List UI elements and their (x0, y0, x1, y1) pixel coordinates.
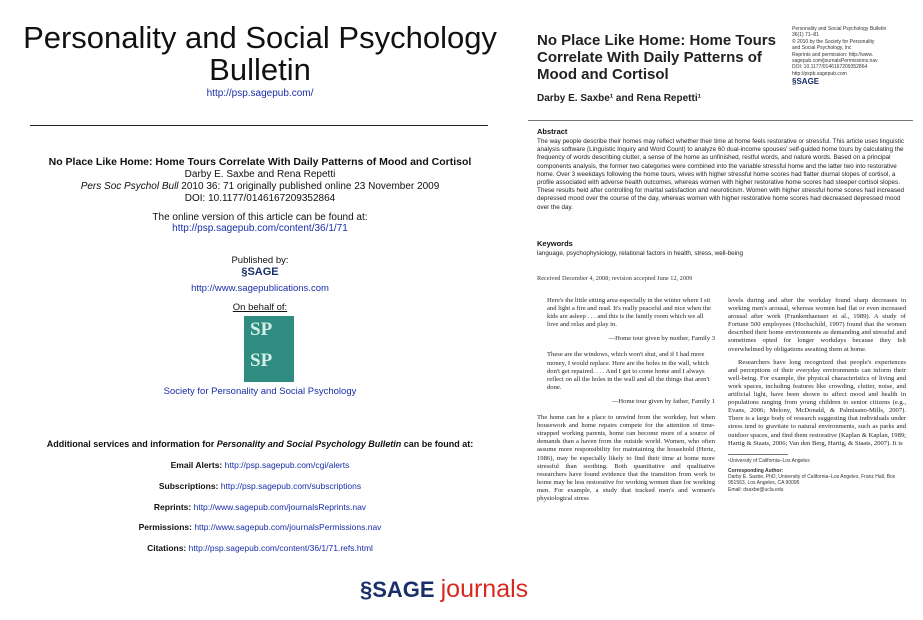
spsp-logo-top: SP (250, 319, 273, 340)
sage-journals-logo[interactable] (360, 575, 580, 604)
additional-suffix: can be found at: (401, 439, 474, 449)
service-email-alerts (20, 460, 500, 470)
service-link[interactable]: http://psp.sagepub.com/content/36/1/71.refs.html (188, 543, 373, 553)
abstract-body: The way people describe their homes may reflect whether their time at home feels restorative or stressful. This article uses linguistic analysis software (Linguistic Inquiry and Word Count) to analyze 60 dual-income spouses' self-guided home tours by calculating the frequency of words describing clutter, a sense of the home as unfinished, restful words, and nature words. Based on a principal components analysis, the former two categories were combined into the variable stressful home and the latter two into restorative home. Over 3 weekdays following the home tours, wives with higher stressful home scores had flatter diurnal slopes of cortisol, a profile associated with adverse health outcomes, whereas women with higher restorative home scores had steeper cortisol slopes. These results held after controlling for marital satisfaction and neuroticism. Women with higher stressful home scores had increased depressed mood over the course of the day, whereas women with higher restorative home scores had decreased depressed mood over the day. (537, 138, 905, 211)
keywords-body: language, psychophysiology, relational factors in health, stress, well-being (537, 250, 744, 257)
brand-sage-text: SAGE (372, 577, 435, 602)
service-reprints (20, 502, 500, 512)
brand-journals-text: journals (440, 575, 529, 603)
body-column-right (728, 297, 906, 493)
journal-title: Personality and Social Psychology Bulletin (23, 20, 497, 87)
footnote-rule (728, 454, 788, 455)
affiliation-note: ¹University of California–Los Angeles (728, 457, 810, 464)
service-link[interactable]: http://psp.sagepub.com/cgi/alerts (224, 460, 350, 470)
body-paragraph: Researchers have long recognized that people's experiences and perceptions of their everyday environments can inform their well-being. For example, the physical characteristics of living and work spaces, including features like crowding, clutter, noise, and artificial light, have been shown to affect mood and health in populations ranging from young children to senior citizens (e.g., Evans, 2006; Melony, McDonald, & Palmisano-Mills, 2007). There is a large body of research suggesting that individuals under stress tend to gravitate to natural environments, such as parks and outdoor spaces, and find them restorative (Kaplan & Kaplan, 1989; Hartig & Staats, 2006; Van den Berg, Hartig, & Staats, 2007). It is (728, 358, 906, 447)
spsp-logo[interactable] (244, 316, 294, 382)
received-dates: Received December 4, 2008; revision accepted June 12, 2009 (537, 275, 693, 282)
article-authors: Darby E. Saxbe and Rena Repetti (184, 169, 336, 180)
sage-logo-text: SAGE (247, 266, 279, 278)
meta-line: Reprints and permission: http://www. (792, 51, 874, 58)
service-label: Reprints: (153, 502, 192, 512)
service-label: Subscriptions: (158, 481, 219, 491)
additional-services-heading (20, 439, 500, 449)
additional-journal: Personality and Social Psychology Bulletin (216, 439, 402, 449)
sage-logo-small (20, 266, 500, 278)
corresponding-author-body: Darby E. Saxbe, PhD, University of California–Los Angeles, Franz Hall, Box 951563, Los Angeles, CA 90095 (728, 474, 896, 487)
journal-url-link[interactable]: http://psp.sagepub.com/ (206, 88, 314, 99)
published-by-label: Published by: (231, 255, 289, 266)
service-link[interactable]: http://www.sagepub.com/journalsReprints.nav (193, 502, 367, 512)
service-citations (20, 543, 500, 553)
sage-swirl-icon: § (241, 266, 248, 278)
epigraph-attribution: —Home tour given by father, Family 1 (611, 397, 715, 405)
epigraph-quote: These are the windows, which won't shut, and if I had more money, I would replace. Here are the holes in the wall, which don't get repaired. . . . And I get to come home and I always reflect on all the holes in the wall and all the things that aren't done. (547, 351, 710, 391)
article-doi: DOI: 10.1177/0146167209352864 (184, 193, 336, 204)
service-label: Email Alerts: (170, 460, 223, 470)
corresponding-author-heading: Corresponding Author: (728, 467, 784, 474)
meta-line: Personality and Social Psychology Bulletin (792, 26, 887, 32)
online-url-link[interactable]: http://psp.sagepub.com/content/36/1/71 (172, 223, 348, 234)
service-link[interactable]: http://www.sagepub.com/journalsPermissions.nav (194, 522, 382, 532)
sage-url-link[interactable]: http://www.sagepublications.com (191, 283, 329, 294)
additional-prefix: Additional services and information for (46, 439, 217, 449)
body-paragraph: The home can be a place to unwind from the workday, but when housework and home repairs compete for the attention of time-strapped working parents, home can become more of a source of demands than a haven from the outside world. Women, who often assume more responsibility for maintaining the household (Hertz, 1986), may be especially likely to find their time at home more stressful than soothing. Both quantitative and qualitative researchers have found evidence that the transition from work to home may be less restorative for working women than for working men. For example, a study that tracked men's and women's physiological stress (537, 414, 715, 502)
meta-line: DOI: 10.1177/0146167209352864 (792, 64, 868, 71)
sage-url-container (20, 283, 500, 294)
body-column-left (537, 297, 715, 508)
article-citation (20, 181, 500, 192)
service-link[interactable]: http://psp.sagepub.com/subscriptions (220, 481, 362, 491)
meta-sage-logo-text: SAGE (796, 77, 820, 87)
meta-line: http://pspb.sagepub.com (792, 70, 847, 77)
citation-details: 2010 36: 71 originally published online 23 November 2009 (178, 181, 440, 192)
service-permissions (20, 522, 500, 532)
meta-line: © 2010 by the Society for Personality (792, 38, 875, 45)
service-label: Permissions: (138, 522, 192, 532)
abstract-heading: Abstract (537, 127, 568, 136)
service-subscriptions (20, 481, 500, 491)
citation-journal: Pers Soc Psychol Bull (80, 181, 179, 192)
journal-url-container (20, 88, 500, 99)
spsp-link-container (20, 386, 500, 397)
meta-line: and Social Psychology, Inc (792, 45, 852, 52)
meta-line: 36(1) 71–81 (792, 32, 819, 39)
sage-swirl-icon: § (792, 77, 797, 87)
sage-swirl-icon: § (360, 577, 373, 602)
article-page-title: No Place Like Home: Home Tours Correlate With Daily Patterns of Mood and Cortisol (537, 32, 776, 83)
corresponding-author-email: Email: dsaxbe@ucla.edu (728, 486, 784, 493)
meta-sage-logo (792, 79, 907, 85)
spsp-logo-bottom: SP (250, 350, 273, 371)
article-title: No Place Like Home: Home Tours Correlate With Daily Patterns of Mood and Cortisol (48, 156, 472, 168)
service-label: Citations: (147, 543, 187, 553)
keywords-heading: Keywords (537, 239, 573, 248)
meta-line: sagepub.com/journalsPermissions.nav (792, 58, 878, 65)
article-divider (528, 120, 913, 121)
online-version-text: The online version of this article can be found at: (152, 212, 368, 223)
epigraph-attribution: —Home tour given by mother, Family 3 (608, 335, 715, 343)
on-behalf-label (20, 302, 500, 313)
article-meta-block (792, 26, 907, 86)
online-url-container (20, 223, 500, 234)
body-paragraph: levels during and after the workday found sharp decreases in working men's arousal, whereas women had flat or even increased arousal after work (Frankenhaeuser et al., 1989). A study of Fortune 500 employees (Hochschild, 1997) found that the women described their home environments as demanding and stressful and sometimes opted for longer workdays because they felt overwhelmed by obligations awaiting them at home. (728, 297, 906, 353)
epigraph-quote: Here's the little sitting area especially in the winter where I sit and light a fire and read. It's really peaceful and nice when the kids are asleep . . . and this is the family room which we all love and relax and play in. (547, 297, 711, 329)
divider-rule (30, 125, 488, 126)
spsp-name-link[interactable]: Society for Personality and Social Psychology (163, 386, 357, 397)
on-behalf-text: On behalf of: (232, 302, 288, 313)
article-page-authors: Darby E. Saxbe¹ and Rena Repetti¹ (537, 93, 701, 104)
